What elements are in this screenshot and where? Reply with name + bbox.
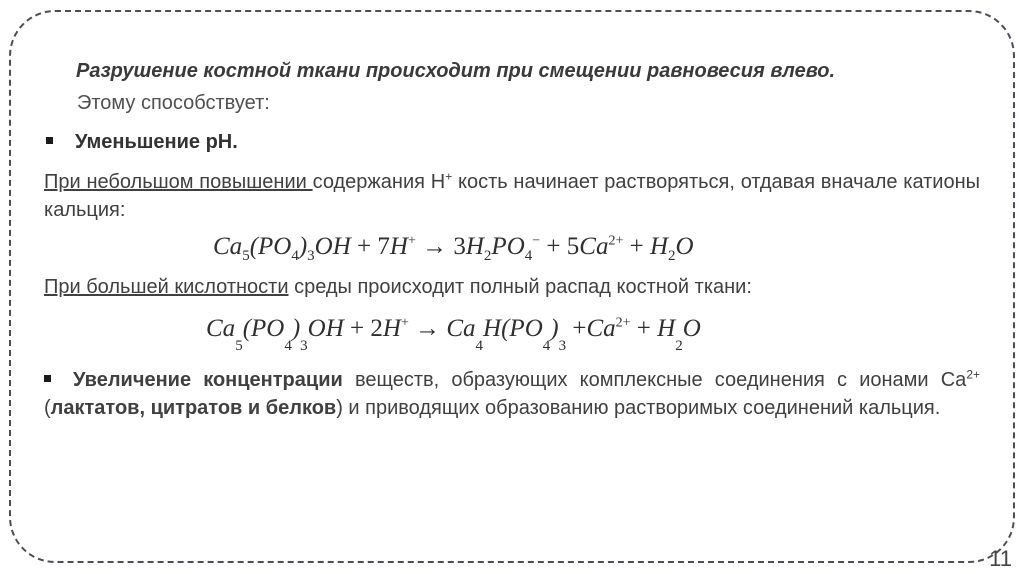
bullet-ph-label: Уменьшение pH. (75, 131, 238, 153)
bullet-square-icon-2 (44, 375, 51, 382)
paragraph-concentration: Увеличение концентрации веществ, образующих комплексные соединения с ионами $Ca^{2+}$ (лактатов, цитратов и белков) и приводящих образованию растворимых соединений кальция. (44, 367, 980, 419)
slide-title: Разрушение костной ткани происходит при смещении равновесия влево. (76, 60, 836, 82)
underlined-phrase: При небольшом повышении (44, 171, 313, 193)
bullet-ph (46, 131, 238, 154)
underlined-phrase-2: При большей кислотности (44, 276, 289, 298)
intro-text: Этому способствует: (77, 92, 270, 114)
paragraph-high-acidity: При большей кислотности среды происходит полный распад костной ткани: (44, 276, 752, 298)
equation-1: $Ca_5(PO_4)_3OH + 7H^+ \to 3H_2PO_4^- + 5Ca^{2+} + H_2O$ (213, 233, 694, 264)
bullet-square-icon (46, 137, 53, 144)
equation-2: $Ca_5(PO_4)_3OH + 2H^+ \to Ca_4H(PO_4)_3 +Ca^{2+} + H_2O$ (206, 315, 701, 354)
paragraph-small-increase: При небольшом повышении содержания H+ кость начинает растворяться, отдавая вначале катионы кальция: (44, 169, 981, 221)
page-number: 11 (989, 546, 1012, 571)
